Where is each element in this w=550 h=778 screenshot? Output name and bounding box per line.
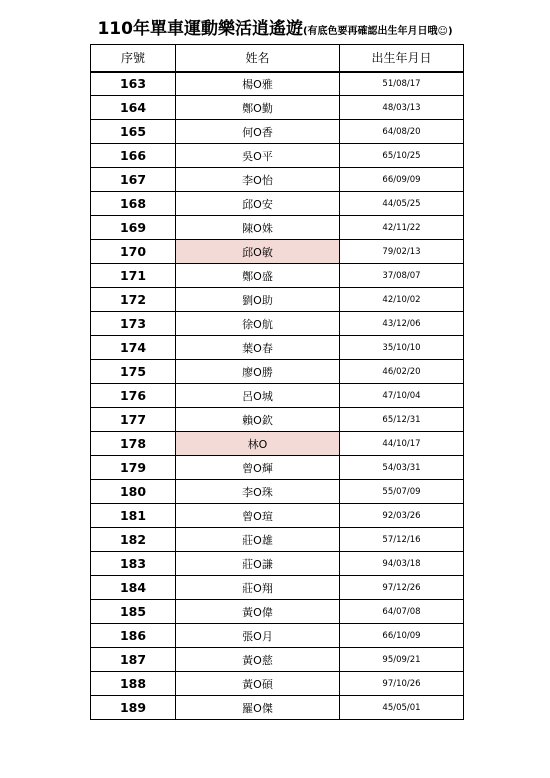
table-row	[91, 480, 464, 504]
row-dob: 44/10/17	[340, 432, 464, 456]
row-seq: 179	[91, 456, 176, 480]
row-seq: 174	[91, 336, 176, 360]
table-row	[91, 456, 464, 480]
row-seq: 185	[91, 600, 176, 624]
row-seq: 165	[91, 120, 176, 144]
row-seq: 186	[91, 624, 176, 648]
row-dob: 35/10/10	[340, 336, 464, 360]
row-dob: 66/10/09	[340, 624, 464, 648]
row-name: 黃O慈	[176, 648, 340, 672]
row-name: 徐O航	[176, 312, 340, 336]
table-row	[91, 144, 464, 168]
row-name: 廖O勝	[176, 360, 340, 384]
row-name: 莊O雄	[176, 528, 340, 552]
table-row	[91, 360, 464, 384]
row-name: 莊O翔	[176, 576, 340, 600]
row-seq: 177	[91, 408, 176, 432]
table-row	[91, 120, 464, 144]
row-dob: 95/09/21	[340, 648, 464, 672]
row-name: 賴O欽	[176, 408, 340, 432]
table-row	[91, 96, 464, 120]
row-dob: 65/10/25	[340, 144, 464, 168]
table-row	[91, 216, 464, 240]
row-dob: 47/10/04	[340, 384, 464, 408]
row-name: 羅O傑	[176, 696, 340, 720]
row-seq: 175	[91, 360, 176, 384]
table-row	[91, 648, 464, 672]
row-seq: 163	[91, 72, 176, 96]
row-seq: 181	[91, 504, 176, 528]
row-name: 葉O春	[176, 336, 340, 360]
row-name: 林O	[176, 432, 340, 456]
row-seq: 180	[91, 480, 176, 504]
table-row	[91, 288, 464, 312]
row-name: 邱O敏	[176, 240, 340, 264]
row-name: 李O珠	[176, 480, 340, 504]
table-row	[91, 336, 464, 360]
row-seq: 187	[91, 648, 176, 672]
table-row	[91, 168, 464, 192]
row-seq: 167	[91, 168, 176, 192]
table-row	[91, 432, 464, 456]
header-seq: 序號	[91, 45, 176, 72]
row-seq: 168	[91, 192, 176, 216]
table-row	[91, 576, 464, 600]
row-name: 何O香	[176, 120, 340, 144]
row-seq: 188	[91, 672, 176, 696]
row-name: 鄭O盛	[176, 264, 340, 288]
table-row	[91, 696, 464, 720]
table-row	[91, 264, 464, 288]
table-row	[91, 192, 464, 216]
row-dob: 57/12/16	[340, 528, 464, 552]
row-seq: 164	[91, 96, 176, 120]
row-dob: 54/03/31	[340, 456, 464, 480]
row-dob: 79/02/13	[340, 240, 464, 264]
row-dob: 66/09/09	[340, 168, 464, 192]
row-dob: 51/08/17	[340, 72, 464, 96]
table-row	[91, 72, 464, 96]
row-seq: 170	[91, 240, 176, 264]
row-seq: 166	[91, 144, 176, 168]
row-dob: 97/12/26	[340, 576, 464, 600]
row-name: 鄭O勤	[176, 96, 340, 120]
row-seq: 172	[91, 288, 176, 312]
participant-table	[90, 44, 464, 720]
row-name: 邱O安	[176, 192, 340, 216]
title-main: 110年單車運動樂活逍遙遊	[97, 19, 303, 39]
table-row	[91, 504, 464, 528]
row-dob: 65/12/31	[340, 408, 464, 432]
row-name: 陳O姝	[176, 216, 340, 240]
row-dob: 42/10/02	[340, 288, 464, 312]
page-title	[0, 14, 550, 39]
table-row	[91, 240, 464, 264]
row-name: 劉O助	[176, 288, 340, 312]
row-dob: 43/12/06	[340, 312, 464, 336]
row-seq: 176	[91, 384, 176, 408]
row-name: 莊O謙	[176, 552, 340, 576]
row-seq: 184	[91, 576, 176, 600]
row-seq: 189	[91, 696, 176, 720]
row-seq: 173	[91, 312, 176, 336]
row-dob: 46/02/20	[340, 360, 464, 384]
row-name: 黃O偉	[176, 600, 340, 624]
row-name: 曾O輝	[176, 456, 340, 480]
header-dob: 出生年月日	[340, 45, 464, 72]
row-seq: 182	[91, 528, 176, 552]
title-note: (有底色要再確認出生年月日哦☺)	[302, 26, 453, 37]
row-seq: 178	[91, 432, 176, 456]
table-row	[91, 624, 464, 648]
table-row	[91, 408, 464, 432]
row-seq: 183	[91, 552, 176, 576]
table-row	[91, 528, 464, 552]
row-dob: 64/07/08	[340, 600, 464, 624]
row-seq: 171	[91, 264, 176, 288]
row-dob: 55/07/09	[340, 480, 464, 504]
header-name: 姓名	[176, 45, 340, 72]
row-dob: 92/03/26	[340, 504, 464, 528]
table-row	[91, 312, 464, 336]
row-dob: 64/08/20	[340, 120, 464, 144]
row-name: 呂O城	[176, 384, 340, 408]
row-dob: 42/11/22	[340, 216, 464, 240]
row-dob: 48/03/13	[340, 96, 464, 120]
header-row	[91, 45, 464, 72]
row-name: 吳O平	[176, 144, 340, 168]
table-row	[91, 384, 464, 408]
row-name: 楊O雅	[176, 72, 340, 96]
row-dob: 44/05/25	[340, 192, 464, 216]
table-row	[91, 600, 464, 624]
row-name: 曾O瑄	[176, 504, 340, 528]
row-seq: 169	[91, 216, 176, 240]
row-name: 張O月	[176, 624, 340, 648]
row-dob: 37/08/07	[340, 264, 464, 288]
row-dob: 45/05/01	[340, 696, 464, 720]
row-dob: 97/10/26	[340, 672, 464, 696]
table-row	[91, 552, 464, 576]
table-row	[91, 672, 464, 696]
row-name: 黃O碩	[176, 672, 340, 696]
row-dob: 94/03/18	[340, 552, 464, 576]
row-name: 李O怡	[176, 168, 340, 192]
